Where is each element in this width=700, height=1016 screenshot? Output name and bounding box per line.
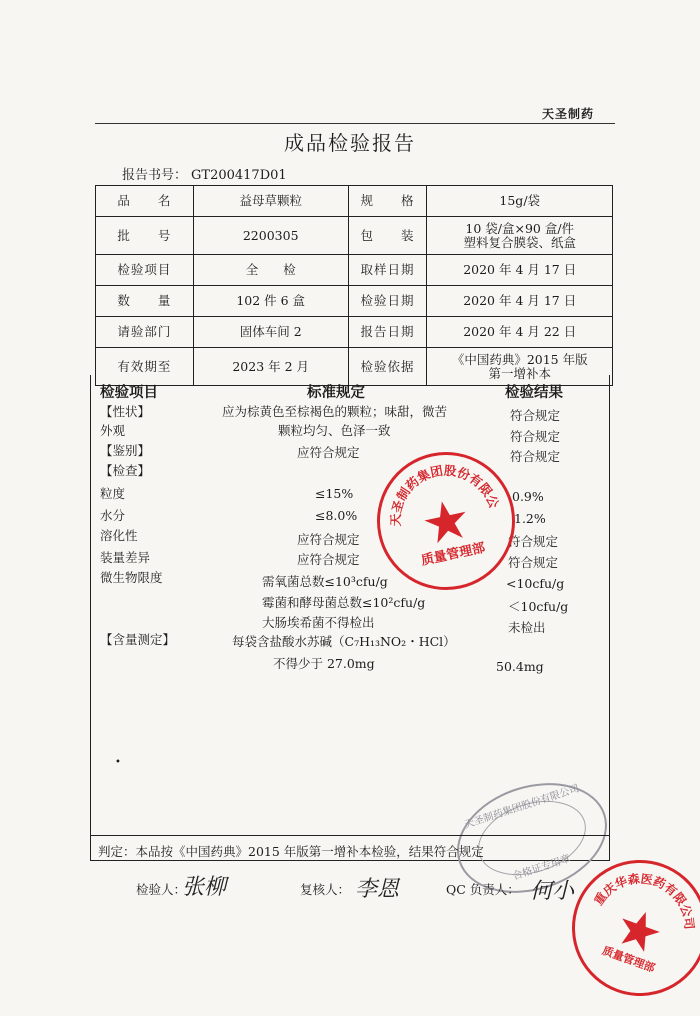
- packaging-label: 包 装: [348, 217, 427, 255]
- reviewer-signature: 李恩: [355, 877, 400, 902]
- quantity-value: 102 件 6 盒: [193, 286, 348, 317]
- product-name-label: 品 名: [96, 186, 194, 217]
- check-section: 【检查】: [100, 463, 151, 478]
- microbial-label: 微生物限度: [100, 570, 163, 585]
- traits-section: 【性状】: [100, 404, 151, 419]
- verdict-divider: [90, 835, 610, 836]
- microbial-result-1: <10cfu/g: [506, 576, 565, 591]
- sample-date-label: 取样日期: [348, 255, 427, 286]
- svg-text:天圣制药集团股份有限公司: 天圣制药集团股份有限公司: [463, 783, 581, 831]
- weight-variation-standard: 应符合规定: [297, 552, 360, 567]
- qc-manager-signature: 何小: [530, 879, 575, 904]
- identification-result: 符合规定: [510, 449, 561, 464]
- svg-text:质量管理部: 质量管理部: [419, 540, 487, 569]
- product-info-table: [95, 185, 613, 386]
- verdict-text: 判定：本品按《中国药典》2015 年版第一增补本检验，结果符合规定: [98, 844, 484, 859]
- report-number-value: GT200417D01: [191, 168, 287, 183]
- test-date-value: 2020 年 4 月 17 日: [427, 286, 613, 317]
- assay-standard-1: 每袋含盐酸水苏碱（C₇H₁₃NO₂・HCl）: [232, 634, 456, 649]
- report-number: [122, 164, 287, 183]
- report-title: 成品检验报告: [284, 131, 416, 155]
- weight-variation-result: 符合规定: [508, 555, 559, 570]
- identification-section: 【鉴别】: [100, 443, 151, 458]
- svg-text:合格证专用章: 合格证专用章: [511, 853, 572, 883]
- batch-value: 2200305: [193, 217, 348, 255]
- spec-label: 规 格: [348, 186, 427, 217]
- traits-standard: 应为棕黄色至棕褐色的颗粒；味甜，微苦: [222, 404, 448, 419]
- packaging-value-line1: 10 袋/盒×90 盒/件: [465, 220, 575, 236]
- expiry-value: 2023 年 2 月: [193, 348, 348, 386]
- report-date-value: 2020 年 4 月 22 日: [427, 317, 613, 348]
- test-item-value: 全 检: [193, 255, 348, 286]
- test-item-label: 检验项目: [96, 255, 194, 286]
- col-header-standard: 标准规定: [307, 384, 365, 401]
- svg-text:质量管理部: 质量管理部: [600, 943, 657, 975]
- col-header-result: 检验结果: [505, 384, 563, 401]
- svg-text:天圣制药集团股份有限公司: 天圣制药集团股份有限公司: [367, 457, 502, 527]
- sample-date-value: 2020 年 4 月 17 日: [427, 255, 613, 286]
- reviewer-label: 复核人：: [300, 882, 351, 897]
- microbial-result-3: 未检出: [508, 620, 546, 635]
- test-date-label: 检验日期: [348, 286, 427, 317]
- stray-mark: •: [115, 757, 121, 768]
- identification-standard: 应符合规定: [297, 445, 360, 460]
- microbial-standard-1: 需氧菌总数≤10³cfu/g: [262, 574, 388, 589]
- basis-label: 检验依据: [348, 348, 427, 386]
- basis-value-line1: 《中国药典》2015 年版: [451, 351, 588, 367]
- col-header-item: 检验项目: [100, 384, 158, 401]
- appearance-standard: 颗粒均匀、色泽一致: [278, 423, 391, 438]
- solubility-standard: 应符合规定: [297, 532, 360, 547]
- assay-section: 【含量测定】: [100, 632, 176, 647]
- microbial-standard-2: 霉菌和酵母菌总数≤10²cfu/g: [262, 595, 426, 610]
- appearance-result: 符合规定: [510, 429, 561, 444]
- qc-manager-label: QC 负责人：: [446, 882, 520, 897]
- report-number-label: 报告书号：: [122, 168, 188, 183]
- packaging-value: [427, 217, 613, 255]
- weight-variation-label: 装量差异: [100, 550, 151, 565]
- assay-standard-2: 不得少于 27.0mg: [273, 656, 375, 671]
- product-name-value: 益母草颗粒: [193, 186, 348, 217]
- appearance-label: 外观: [100, 423, 126, 438]
- traits-result: 符合规定: [510, 408, 561, 423]
- batch-label: 批 号: [96, 217, 194, 255]
- packaging-value-line2: 塑料复合膜袋、纸盒: [463, 234, 576, 250]
- granularity-standard: ≤15%: [315, 486, 354, 501]
- svg-text:重庆华森医药有限公司: 重庆华森医药有限公司: [591, 871, 697, 931]
- report-date-label: 报告日期: [348, 317, 427, 348]
- assay-result: 50.4mg: [496, 659, 544, 674]
- quality-management-stamp-graphic: [368, 443, 525, 600]
- inspector-label: 检验人：: [136, 882, 187, 897]
- header-divider: [95, 123, 615, 124]
- inspector-signature: 张柳: [182, 875, 227, 900]
- moisture-label: 水分: [100, 508, 126, 523]
- expiry-label: 有效期至: [96, 348, 194, 386]
- solubility-result: 符合规定: [508, 534, 559, 549]
- department-label: 请验部门: [96, 317, 194, 348]
- quantity-label: 数 量: [96, 286, 194, 317]
- microbial-standard-3: 大肠埃希菌不得检出: [262, 615, 375, 630]
- basis-value-line2: 第一增补本: [488, 365, 551, 381]
- solubility-label: 溶化性: [100, 528, 138, 543]
- moisture-result: 1.2%: [514, 511, 546, 526]
- spec-value: 15g/袋: [427, 186, 613, 217]
- granularity-label: 粒度: [100, 486, 126, 501]
- granularity-result: 0.9%: [512, 489, 544, 504]
- department-value: 固体车间 2: [193, 317, 348, 348]
- microbial-result-2: ＜10cfu/g: [508, 599, 569, 614]
- company-name: 天圣制药: [541, 107, 594, 121]
- moisture-standard: ≤8.0%: [315, 508, 358, 523]
